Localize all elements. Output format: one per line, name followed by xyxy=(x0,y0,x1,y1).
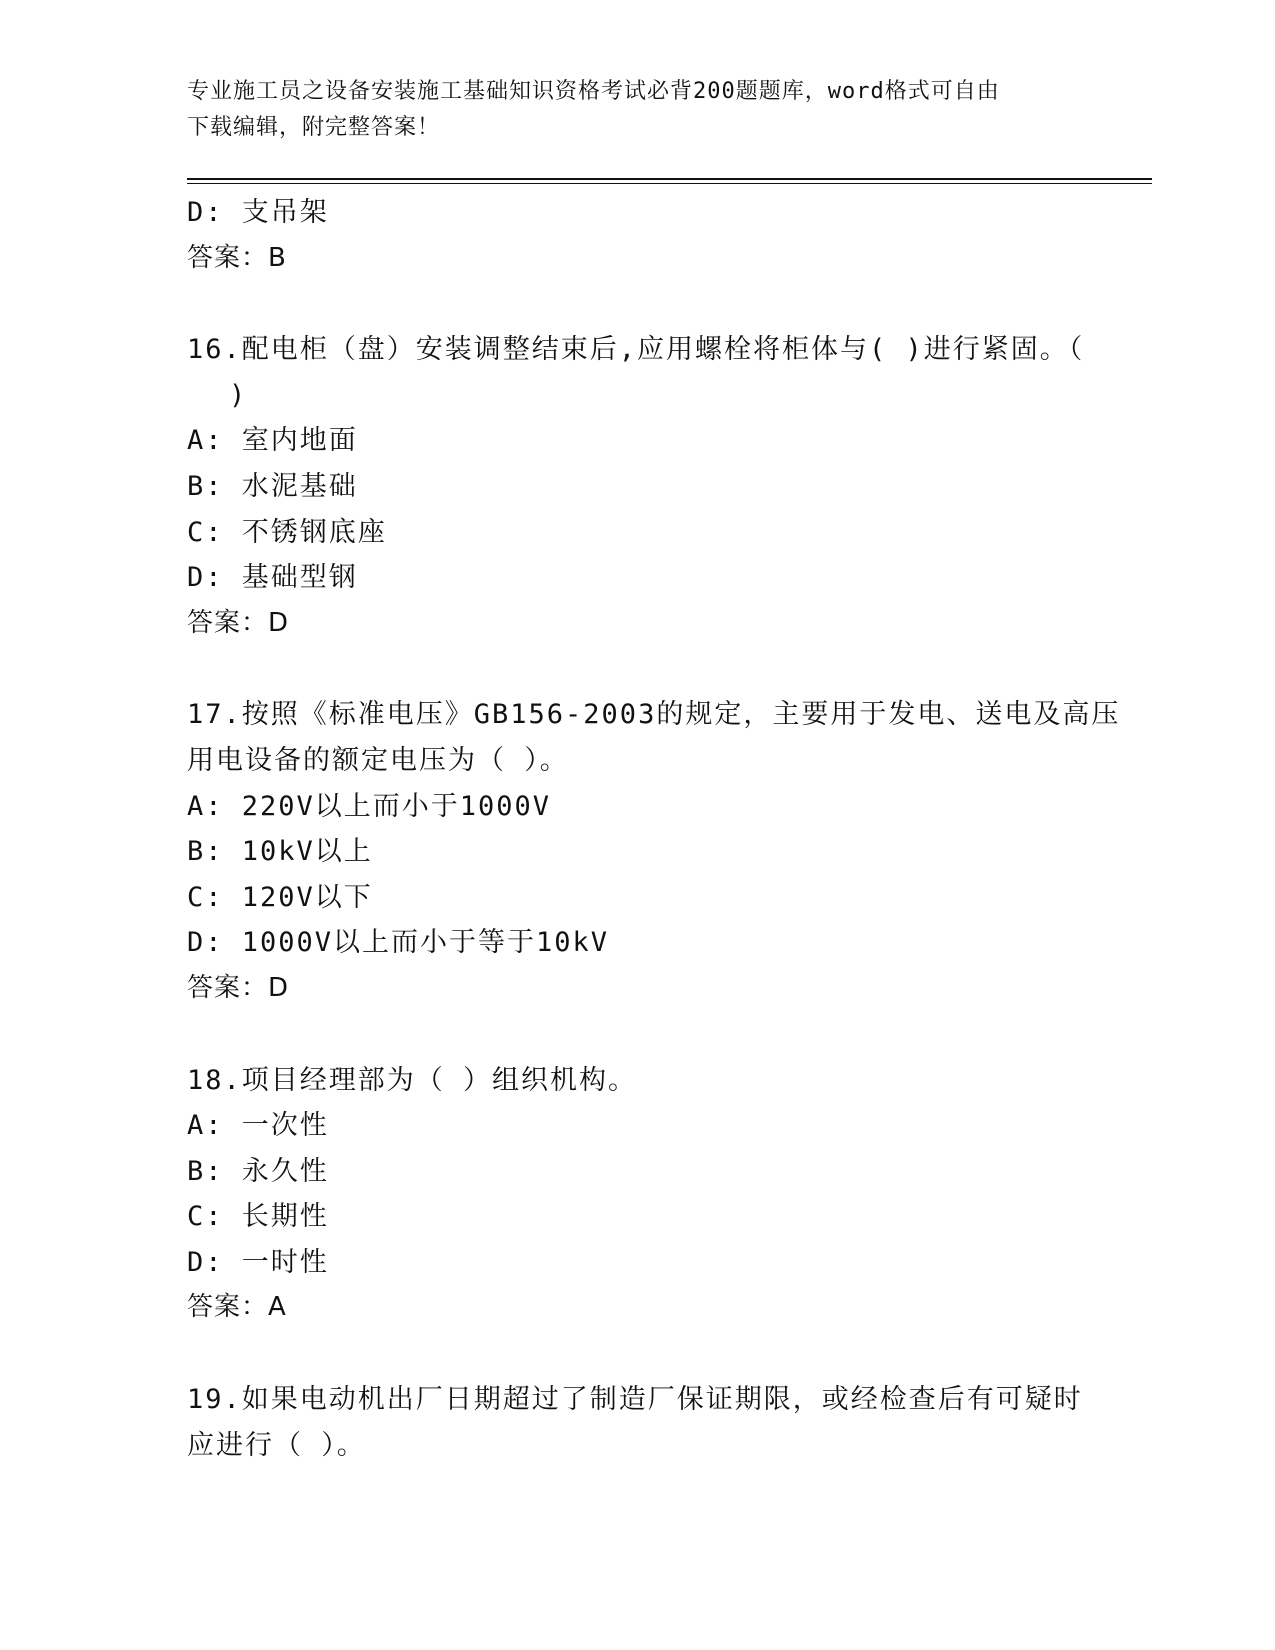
question-17-option-b: B: 10kV以上 xyxy=(187,836,373,868)
question-16-option-d: D: 基础型钢 xyxy=(187,562,358,594)
question-18 xyxy=(187,1058,1087,1332)
spacer xyxy=(187,1331,1087,1377)
question-17-text: 17.按照《标准电压》GB156-2003的规定，主要用于发电、送电及高压 xyxy=(187,699,1121,731)
header-divider-thin xyxy=(187,183,1152,184)
question-19 xyxy=(187,1377,1087,1468)
question-17 xyxy=(187,692,1121,1011)
question-17-option-d: D: 1000V以上而小于等于10kV xyxy=(187,927,610,959)
question-17-option-c: C: 120V以下 xyxy=(187,881,373,913)
header-line-2: 下载编辑，附完整答案！ xyxy=(187,115,441,140)
question-19-text-cont: 应进行（ ）。 xyxy=(187,1429,366,1461)
question-list xyxy=(187,190,1121,1468)
question-16-option-b: B: 水泥基础 xyxy=(187,470,358,502)
question-16-text: 16.配电柜（盘）安装调整结束后,应用螺栓将柜体与( )进行紧固。（ xyxy=(187,334,1085,366)
question-16-text-cont: ) xyxy=(229,379,248,411)
question-16 xyxy=(187,327,1087,646)
question-18-option-c: C: 长期性 xyxy=(187,1201,329,1233)
question-19-text: 19.如果电动机出厂日期超过了制造厂保证期限，或经检查后有可疑时 xyxy=(187,1384,1083,1416)
spacer xyxy=(187,1012,1087,1058)
question-18-option-b: B: 永久性 xyxy=(187,1155,329,1187)
question-16-option-c: C: 不锈钢底座 xyxy=(187,516,387,548)
question-18-text: 18.项目经理部为（ ）组织机构。 xyxy=(187,1064,638,1096)
question-17-text-cont: 用电设备的额定电压为（ ）。 xyxy=(187,744,569,776)
question-17-option-a: A: 220V以上而小于1000V xyxy=(187,790,552,822)
header-divider-thick xyxy=(187,178,1152,180)
question-18-option-a: A: 一次性 xyxy=(187,1110,329,1142)
question-18-answer: 答案：A xyxy=(187,1292,287,1323)
spacer xyxy=(187,281,1087,327)
question-16-option-a: A: 室内地面 xyxy=(187,425,358,457)
question-16-answer: 答案：D xyxy=(187,607,290,638)
question-18-option-d: D: 一时性 xyxy=(187,1246,329,1278)
prev-answer: 答案：B xyxy=(187,242,287,273)
spacer xyxy=(187,646,1087,692)
prev-option-d: D: 支吊架 xyxy=(187,197,329,228)
header-line-1: 专业施工员之设备安装施工基础知识资格考试必背200题题库，word格式可自由 xyxy=(187,79,1000,104)
document-header xyxy=(187,74,1067,146)
question-17-answer: 答案：D xyxy=(187,972,290,1003)
